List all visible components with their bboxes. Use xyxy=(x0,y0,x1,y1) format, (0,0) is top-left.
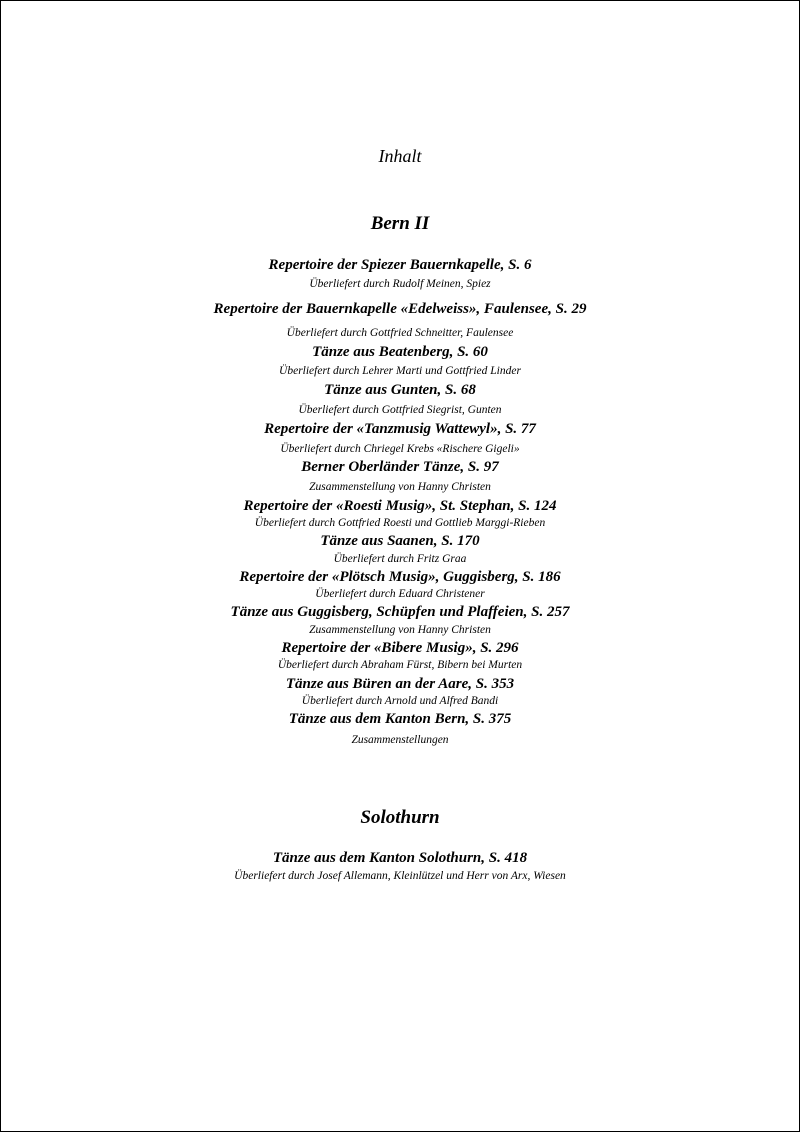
section-heading-solothurn: Solothurn xyxy=(360,807,440,828)
toc-entry-title: Tänze aus dem Kanton Solothurn, S. 418 xyxy=(272,850,528,866)
toc-entry-title: Tänze aus Gunten, S. 68 xyxy=(324,382,476,398)
toc-entry-subtitle: Überliefert durch Gottfried Roesti und Gottlieb Marggi-Rieben xyxy=(254,517,546,529)
toc-entry-title: Berner Oberländer Tänze, S. 97 xyxy=(301,459,499,475)
toc-entry-title: Tänze aus Beatenberg, S. 60 xyxy=(312,344,488,360)
toc-entry-title: Repertoire der «Tanzmusig Wattewyl», S. 77 xyxy=(264,421,536,437)
toc-entry-title: Repertoire der «Bibere Musig», S. 296 xyxy=(281,640,519,656)
toc-entry-subtitle: Überliefert durch Eduard Christener xyxy=(315,588,485,600)
toc-entry-subtitle: Zusammenstellung von Hanny Christen xyxy=(309,481,491,493)
toc-entry-title: Repertoire der «Roesti Musig», St. Stephan, S. 124 xyxy=(243,498,557,514)
toc-entry-title: Tänze aus Saanen, S. 170 xyxy=(320,533,480,549)
toc-entry-subtitle: Überliefert durch Rudolf Meinen, Spiez xyxy=(309,278,491,290)
toc-entry-subtitle: Überliefert durch Gottfried Schneitter, Faulensee xyxy=(286,327,514,339)
toc-entry-subtitle: Überliefert durch Abraham Fürst, Bibern bei Murten xyxy=(277,659,523,671)
section-heading-bern: Bern II xyxy=(370,213,430,234)
toc-entry-subtitle: Zusammenstellung von Hanny Christen xyxy=(309,624,491,636)
toc-entry-subtitle: Überliefert durch Fritz Graa xyxy=(333,553,467,565)
toc-entry-subtitle: Überliefert durch Arnold und Alfred Bandi xyxy=(301,695,499,707)
toc-entry-title: Repertoire der «Plötsch Musig», Guggisberg, S. 186 xyxy=(239,569,561,585)
toc-entry-subtitle: Überliefert durch Josef Allemann, Kleinlützel und Herr von Arx, Wiesen xyxy=(234,870,566,882)
toc-entry-title: Tänze aus Guggisberg, Schüpfen und Plaffeien, S. 257 xyxy=(230,604,570,620)
page-title: Inhalt xyxy=(378,146,422,166)
toc-entry-subtitle: Überliefert durch Lehrer Marti und Gottfried Linder xyxy=(279,365,521,377)
toc-entry-title: Repertoire der Bauernkapelle «Edelweiss», Faulensee, S. 29 xyxy=(213,301,587,317)
toc-entry-subtitle: Überliefert durch Chriegel Krebs «Rischere Gigeli» xyxy=(280,443,520,455)
toc-entry-subtitle: Zusammenstellungen xyxy=(351,734,449,746)
toc-entry-title: Tänze aus Büren an der Aare, S. 353 xyxy=(285,676,515,692)
toc-entry-subtitle: Überliefert durch Gottfried Siegrist, Gunten xyxy=(298,404,502,416)
toc-entry-title: Tänze aus dem Kanton Bern, S. 375 xyxy=(288,711,512,727)
toc-entry-title: Repertoire der Spiezer Bauernkapelle, S. 6 xyxy=(268,257,532,273)
